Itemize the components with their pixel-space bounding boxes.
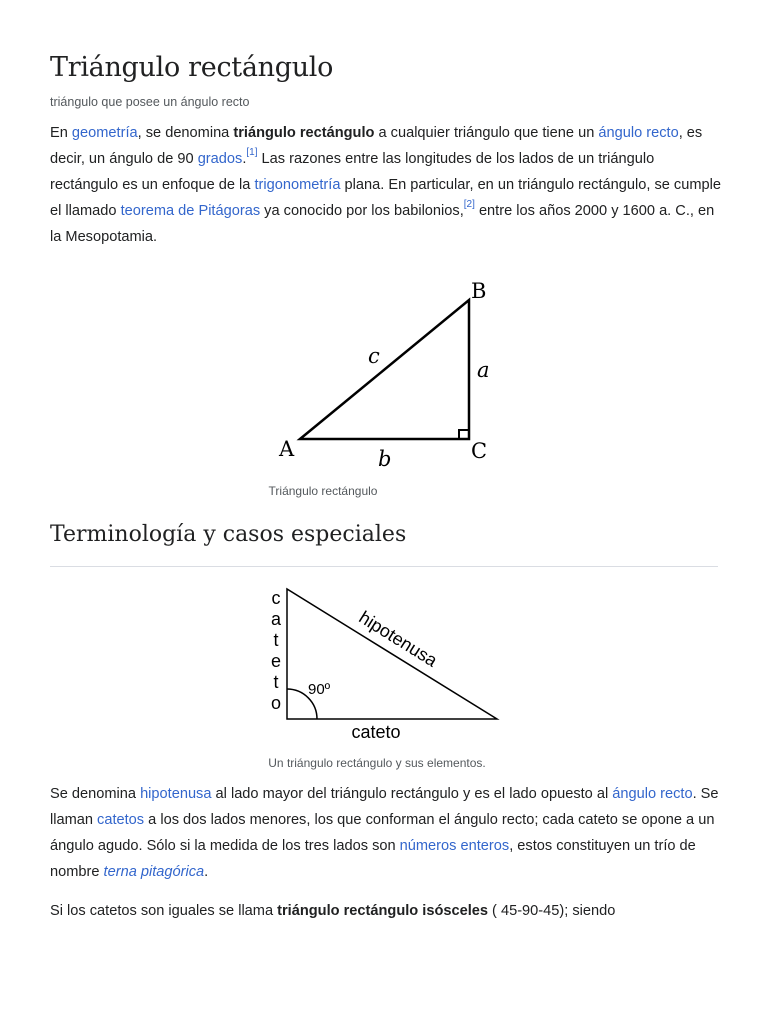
figure-1-caption: Triángulo rectángulo	[268, 484, 378, 498]
intro-text-3: a cualquier triángulo que tiene un	[374, 125, 599, 141]
intro-bold-term: triángulo rectángulo	[233, 125, 375, 141]
triangle-diagram-2[interactable]	[262, 584, 506, 746]
link-terna-pitagorica[interactable]: terna pitagórica	[103, 864, 205, 880]
cateto-letter-2: a	[270, 609, 282, 629]
section-divider	[50, 566, 718, 567]
hipotenusa-label: hipotenusa	[355, 607, 441, 671]
intro-text-8: ya conocido por los babilonios,	[260, 203, 464, 219]
vertex-label-c: C	[471, 439, 488, 463]
para2-text-3: . Se llaman	[50, 786, 719, 828]
link-hipotenusa[interactable]: hipotenusa	[140, 786, 212, 802]
page-subtitle: triángulo que posee un ángulo recto	[50, 95, 250, 109]
para3-bold-term: triángulo rectángulo isósceles	[277, 903, 488, 919]
link-grados[interactable]: grados	[197, 151, 243, 167]
reference-1	[246, 147, 257, 158]
para2-text-6: .	[204, 864, 209, 880]
side-label-a: a	[477, 358, 490, 382]
side-label-b: b	[378, 447, 392, 471]
cateto-letter-3: t	[273, 630, 279, 650]
intro-text-6: Las razones entre las longitudes de los lados de un triángulo rectángulo es un enfoque de la	[50, 151, 655, 193]
triangle-shape-2	[287, 589, 497, 719]
para2-text-1: Se denomina	[50, 786, 141, 802]
triangle-diagram-1[interactable]	[270, 274, 500, 474]
para2-text-5: , estos constituyen un trío de nombre	[50, 838, 696, 880]
figure-2-caption: Un triángulo rectángulo y sus elementos.	[268, 756, 486, 770]
intro-text-7: plana. En particular, en un triángulo rectángulo, se cumple el llamado	[50, 177, 721, 219]
cateto-letter-4: e	[270, 651, 282, 671]
intro-text-2: , se denomina	[137, 125, 234, 141]
section-heading: Terminología y casos especiales	[50, 522, 407, 547]
terminology-paragraph	[50, 781, 722, 885]
link-angulo-recto[interactable]: ángulo recto	[598, 125, 679, 141]
page-title: Triángulo rectángulo	[50, 52, 334, 83]
para2-text-2: al lado mayor del triángulo rectángulo y es el lado opuesto al	[211, 786, 613, 802]
link-trigonometria[interactable]: trigonometría	[254, 177, 341, 193]
isosceles-paragraph	[50, 898, 722, 924]
link-geometria[interactable]: geometría	[71, 125, 138, 141]
link-catetos[interactable]: catetos	[97, 812, 145, 828]
para2-text-4: a los dos lados menores, los que conforman el ángulo recto; cada cateto se opone a un ángulo agudo. Sólo si la medida de los tres lados son	[50, 812, 715, 854]
reference-2-link[interactable]: [2]	[463, 199, 475, 211]
link-teorema-pitagoras[interactable]: teorema de Pitágoras	[120, 203, 261, 219]
vertical-cateto-label	[271, 588, 282, 713]
intro-text-9: entre los años 2000 y 1600 a. C., en la Mesopotamia.	[50, 203, 715, 245]
reference-1-link[interactable]: [1]	[246, 147, 258, 159]
reference-2	[464, 199, 475, 210]
intro-text-5: .	[242, 151, 247, 167]
cateto-letter-6: o	[270, 693, 282, 713]
horizontal-cateto-label: cateto	[351, 722, 401, 742]
right-angle-marker	[459, 430, 469, 439]
vertex-label-a: A	[279, 437, 295, 461]
intro-paragraph	[50, 120, 722, 250]
side-label-c: c	[368, 344, 380, 368]
intro-text-4: , es decir, un ángulo de 90	[50, 125, 703, 167]
link-angulo-recto-2[interactable]: ángulo recto	[612, 786, 693, 802]
angle-label: 90º	[308, 681, 331, 698]
triangle-shape	[300, 300, 469, 439]
link-numeros-enteros[interactable]: números enteros	[399, 838, 510, 854]
vertex-label-b: B	[471, 279, 487, 303]
para3-text-1: Si los catetos son iguales se llama	[50, 903, 278, 919]
cateto-letter-1: c	[271, 588, 281, 608]
cateto-letter-5: t	[273, 672, 279, 692]
para3-text-2: ( 45-90-45); siendo	[488, 903, 616, 919]
intro-text-1: En	[50, 125, 72, 141]
